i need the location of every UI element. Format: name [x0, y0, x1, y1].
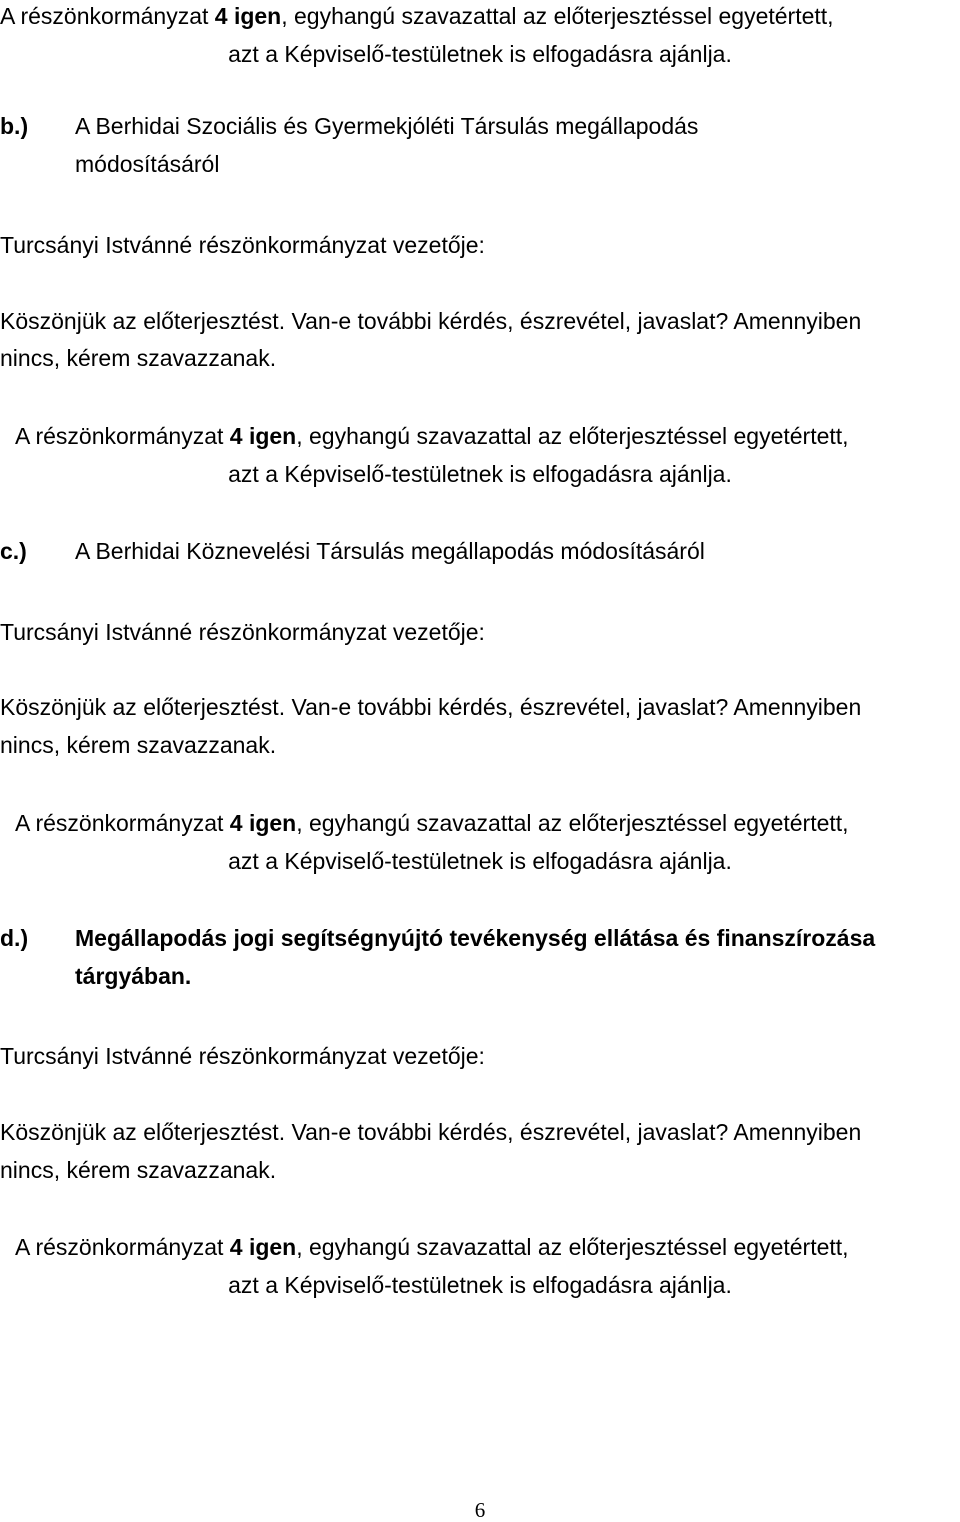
vote-suffix: , egyhangú szavazattal az előterjesztéssel egyetértett,	[296, 1234, 849, 1260]
section-b-text-line2: nincs, kérem szavazzanak.	[0, 345, 277, 371]
section-b-vote-line	[15, 425, 849, 448]
section-d-text-line1: Köszönjük az előterjesztést. Van-e további kérdés, észrevétel, javaslat? Amennyiben	[0, 1119, 862, 1145]
section-c-vote-line	[15, 812, 849, 835]
section-d-title-line2: tárgyában.	[75, 963, 192, 989]
vote-suffix: , egyhangú szavazattal az előterjesztéssel egyetértett,	[296, 423, 849, 449]
section-c-text-line2: nincs, kérem szavazzanak.	[0, 732, 277, 758]
vote-count: 4 igen	[214, 3, 282, 29]
section-c-speaker: Turcsányi Istvánné részönkormányzat vezetője:	[0, 619, 485, 645]
vote-count: 4 igen	[229, 810, 297, 836]
section-d-label: d.)	[0, 925, 29, 951]
section-d-speaker: Turcsányi Istvánné részönkormányzat vezetője:	[0, 1043, 485, 1069]
section-b-title-line2: módosításáról	[75, 151, 220, 177]
section-c-vote-recommendation: azt a Képviselő-testületnek is elfogadásra ajánlja.	[228, 848, 732, 874]
section-d-title-line1: Megállapodás jogi segítségnyújtó tevékenység ellátása és finanszírozása	[75, 925, 876, 951]
section-b-label: b.)	[0, 113, 29, 139]
section-c-label: c.)	[0, 538, 27, 564]
vote-prefix: A részönkormányzat	[15, 423, 230, 449]
vote-prefix: A részönkormányzat	[0, 3, 215, 29]
section-d-vote-recommendation: azt a Képviselő-testületnek is elfogadásra ajánlja.	[228, 1272, 732, 1298]
section-d-text-line2: nincs, kérem szavazzanak.	[0, 1157, 277, 1183]
vote-suffix: , egyhangú szavazattal az előterjesztéssel egyetértett,	[281, 3, 834, 29]
page-number: 6	[474, 1498, 486, 1522]
section-b-vote-recommendation: azt a Képviselő-testületnek is elfogadásra ajánlja.	[228, 461, 732, 487]
section-b-text-line1: Köszönjük az előterjesztést. Van-e további kérdés, észrevétel, javaslat? Amennyiben	[0, 308, 862, 334]
vote-suffix: , egyhangú szavazattal az előterjesztéssel egyetértett,	[296, 810, 849, 836]
vote-recommendation-top: azt a Képviselő-testületnek is elfogadásra ajánlja.	[228, 41, 732, 67]
vote-prefix: A részönkormányzat	[15, 1234, 230, 1260]
vote-prefix: A részönkormányzat	[15, 810, 230, 836]
vote-count: 4 igen	[229, 423, 297, 449]
section-b-title-line1: A Berhidai Szociális és Gyermekjóléti Társulás megállapodás	[75, 113, 699, 139]
section-c-text-line1: Köszönjük az előterjesztést. Van-e további kérdés, észrevétel, javaslat? Amennyiben	[0, 694, 862, 720]
section-c-title: A Berhidai Köznevelési Társulás megállapodás módosításáról	[75, 538, 705, 564]
vote-count: 4 igen	[229, 1234, 297, 1260]
section-b-speaker: Turcsányi Istvánné részönkormányzat vezetője:	[0, 232, 485, 258]
vote-line-top	[0, 5, 834, 28]
section-d-vote-line	[15, 1236, 849, 1259]
